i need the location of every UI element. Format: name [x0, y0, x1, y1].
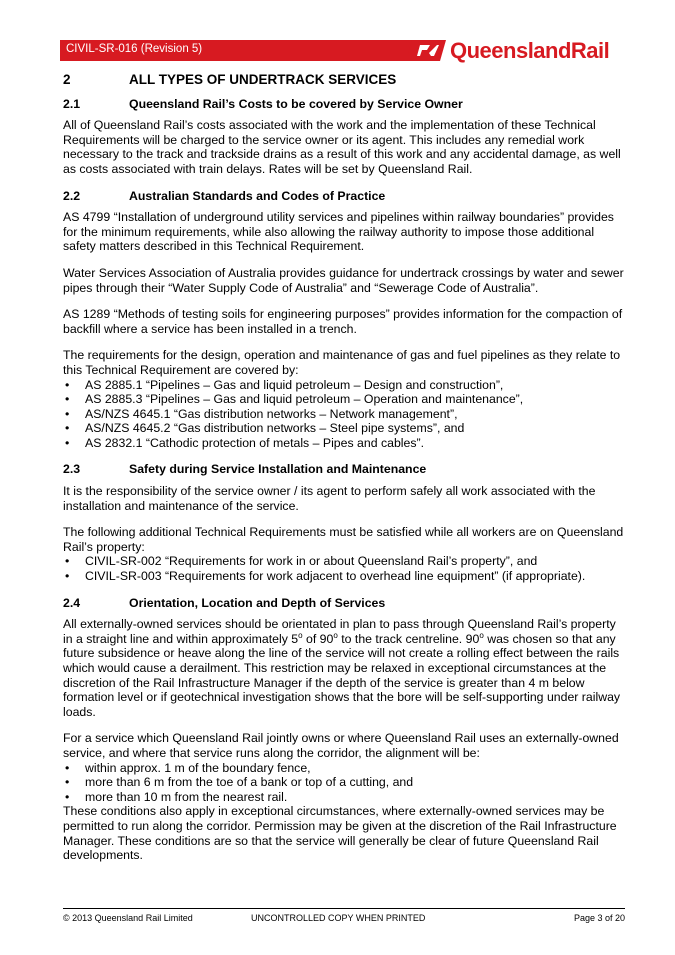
list-item: • CIVIL-SR-003 “Requirements for work adjacent to overhead line equipment” (if appropriate). [63, 569, 625, 584]
paragraph: All of Queensland Rail’s costs associated with the work and the implementation of these Technical Requirements will be charged to the service owner or its agent. This includes any remedial work necessary to the track and trackside drains as a result of this work and any accidental damage, as well as costs associated with train delays. Rates will be set by Queensland Rail. [63, 118, 621, 176]
list-item: • CIVIL-SR-002 “Requirements for work in or about Queensland Rail’s property”, and [63, 554, 625, 569]
list-item: • AS/NZS 4645.1 “Gas distribution networks – Network management”, [63, 407, 625, 422]
alignment-list [63, 761, 625, 805]
paragraph: The requirements for the design, operation and maintenance of gas and fuel pipelines as they relate to this Technical Requirement are covered by: [63, 348, 621, 377]
list-item: • more than 6 m from the toe of a bank or top of a cutting, and [63, 775, 625, 790]
paragraph: Water Services Association of Australia provides guidance for undertrack crossings by water and sewer pipes through their “Water Supply Code of Australia” and “Sewerage Code of Australia”. [63, 265, 624, 295]
paragraph: AS 1289 “Methods of testing soils for engineering purposes” provides information for the compaction of backfill where a service has been installed in a trench. [63, 307, 623, 336]
list-item: • more than 10 m from the nearest rail. [63, 790, 625, 805]
footer-notice: UNCONTROLLED COPY WHEN PRINTED [251, 913, 426, 923]
paragraph: All externally-owned services should be orientated in plan to pass through Queensland Rail’s property in a straight line and within approximately 5$^o$ of 90$^o$ to the track centreline. 90$^o$ was chosen so that any future subsidence or heave along the line of the service will not create a rolling effect between the rails which would cause a derailment. This restriction may be relaxed in exceptional circumstances at the discretion of the Rail Infrastructure Manager if the depth of the service is greater than 4 m below formation level or if geotechnical investigation shows that the bore will be self-supporting under railway loads. [63, 617, 621, 719]
paragraph: For a service which Queensland Rail jointly owns or where Queensland Rail uses an externally-owned service, and where that service runs along the corridor, the alignment will be: [63, 731, 619, 760]
subsection-heading-2-4: 2.4 Orientation, Location and Depth of Services [63, 595, 386, 610]
document-body [63, 70, 625, 875]
logo-wordmark: QueenslandRail [450, 38, 610, 63]
list-item: • AS 2832.1 “Cathodic protection of metals – Pipes and cables”. [63, 436, 625, 451]
paragraph: These conditions also apply in exceptional circumstances, where externally-owned services may be permitted to run along the corridor. Permission may be given at the discretion of the Rail Infrastructure Manager. These conditions are so that the service will generally be clear of future Queensland Rail developments. [63, 804, 617, 863]
paragraph: It is the responsibility of the service owner / its agent to perform safely all work associated with the installation and maintenance of the service. [63, 484, 596, 513]
paragraph: AS 4799 “Installation of underground utility services and pipelines within railway boundaries” provides for the minimum requirements, while also allowing the railway authority to impose those additional safety matters described in this Technical Requirement. [63, 210, 614, 254]
subsection-heading-2-1: 2.1 Queensland Rail’s Costs to be covered by Service Owner [63, 96, 463, 111]
list-item: • AS 2885.1 “Pipelines – Gas and liquid petroleum – Design and construction”, [63, 378, 625, 393]
section-heading: 2 ALL TYPES OF UNDERTRACK SERVICES [63, 72, 397, 87]
requirements-list [63, 554, 625, 583]
standards-list [63, 378, 625, 451]
footer-divider [63, 908, 625, 909]
list-item: • AS 2885.3 “Pipelines – Gas and liquid petroleum – Operation and maintenance”, [63, 392, 625, 407]
paragraph: The following additional Technical Requirements must be satisfied while all workers are on Queensland Rail’s property: [63, 525, 624, 554]
footer-page-number: Page 3 of 20 [573, 913, 625, 923]
footer-copyright: © 2013 Queensland Rail Limited [63, 913, 193, 923]
list-item: • AS/NZS 4645.2 “Gas distribution networks – Steel pipe systems”, and [63, 421, 625, 436]
subsection-heading-2-3: 2.3 Safety during Service Installation and Maintenance [63, 462, 427, 477]
document-code: CIVIL-SR-016 (Revision 5) [66, 43, 203, 55]
list-item: • within approx. 1 m of the boundary fence, [63, 761, 625, 776]
subsection-heading-2-2: 2.2 Australian Standards and Codes of Practice [63, 188, 386, 203]
